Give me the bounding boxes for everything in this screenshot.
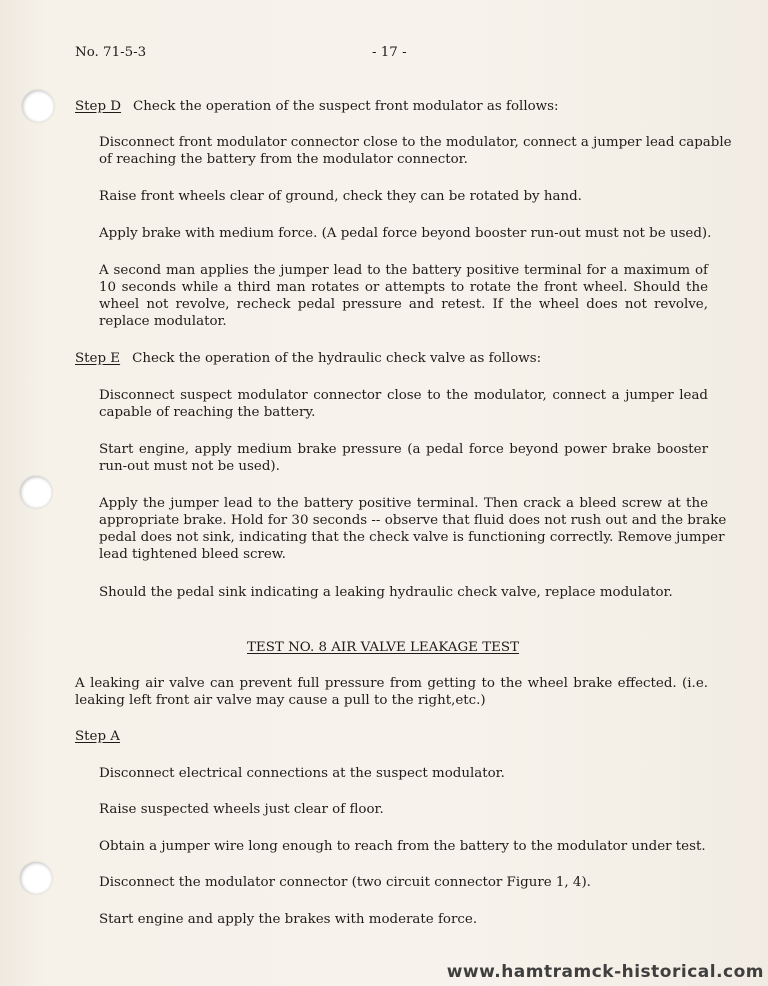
test-8-heading: TEST NO. 8 AIR VALVE LEAKAGE TEST xyxy=(247,640,520,655)
step-d-intro: Check the operation of the suspect front modulator as follows: xyxy=(133,99,559,114)
punch-hole-top xyxy=(22,90,54,122)
step-a-item-3: Obtain a jumper wire long enough to reach from the battery to the modulator under test. xyxy=(99,839,706,854)
step-e-para4: Should the pedal sink indicating a leaking hydraulic check valve, replace modulator. xyxy=(99,585,673,600)
step-d-para1-line2: of reaching the battery from the modulator connector. xyxy=(99,152,468,167)
step-e-para1-line2: capable of reaching the battery. xyxy=(99,405,316,420)
step-e-para2-line1: Start engine, apply medium brake pressure (a pedal force beyond power brake booster xyxy=(99,442,708,457)
step-d-para3: Apply brake with medium force. (A pedal force beyond booster run-out must not be used). xyxy=(99,226,712,241)
step-e-para3-line3: pedal does not sink, indicating that the check valve is functioning correctly. Remove jumper xyxy=(99,530,725,545)
step-a-label: Step A xyxy=(75,729,120,744)
step-d-para4-line1: A second man applies the jumper lead to the battery positive terminal for a maximum of xyxy=(99,263,708,278)
site-watermark: www.hamtramck-historical.com xyxy=(446,962,764,982)
step-e-heading xyxy=(75,350,541,367)
step-d-para1-line1: Disconnect front modulator connector close to the modulator, connect a jumper lead capable xyxy=(99,135,732,150)
step-e-para3-line1: Apply the jumper lead to the battery positive terminal. Then crack a bleed screw at the xyxy=(99,496,708,511)
step-d-para2: Raise front wheels clear of ground, check they can be rotated by hand. xyxy=(99,189,582,204)
punch-hole-middle xyxy=(20,476,52,508)
document-number: No. 71-5-3 xyxy=(75,45,147,60)
test-8-intro-line1: A leaking air valve can prevent full pressure from getting to the wheel brake effected. (i.e. xyxy=(75,676,708,691)
step-d-para4-line2: 10 seconds while a third man rotates or attempts to rotate the front wheel. Should the xyxy=(99,280,708,295)
step-a-item-2: Raise suspected wheels just clear of floor. xyxy=(99,802,384,817)
step-a-item-1: Disconnect electrical connections at the suspect modulator. xyxy=(99,766,505,781)
step-e-label: Step E xyxy=(75,351,121,366)
step-a-item-5: Start engine and apply the brakes with moderate force. xyxy=(99,912,478,927)
test-8-intro-line2: leaking left front air valve may cause a pull to the right,etc.) xyxy=(75,693,486,708)
step-e-para3-line2: appropriate brake. Hold for 30 seconds -- observe that fluid does not rush out and the brake xyxy=(99,513,727,528)
step-d-para4-line3: wheel not revolve, recheck pedal pressure and retest. If the wheel does not revolve, xyxy=(99,297,708,312)
page-number: - 17 - xyxy=(372,45,407,60)
step-d-para4-line4: replace modulator. xyxy=(99,314,227,329)
step-e-para3-line4: lead tightened bleed screw. xyxy=(99,547,286,562)
step-d-label: Step D xyxy=(75,99,122,114)
punch-hole-bottom xyxy=(20,862,52,894)
step-e-para2-line2: run-out must not be used). xyxy=(99,459,280,474)
step-e-intro: Check the operation of the hydraulic check valve as follows: xyxy=(132,351,542,366)
step-d-heading xyxy=(75,98,559,115)
step-e-para1-line1: Disconnect suspect modulator connector close to the modulator, connect a jumper lead xyxy=(99,388,708,403)
step-a-item-4: Disconnect the modulator connector (two circuit connector Figure 1, 4). xyxy=(99,875,591,890)
